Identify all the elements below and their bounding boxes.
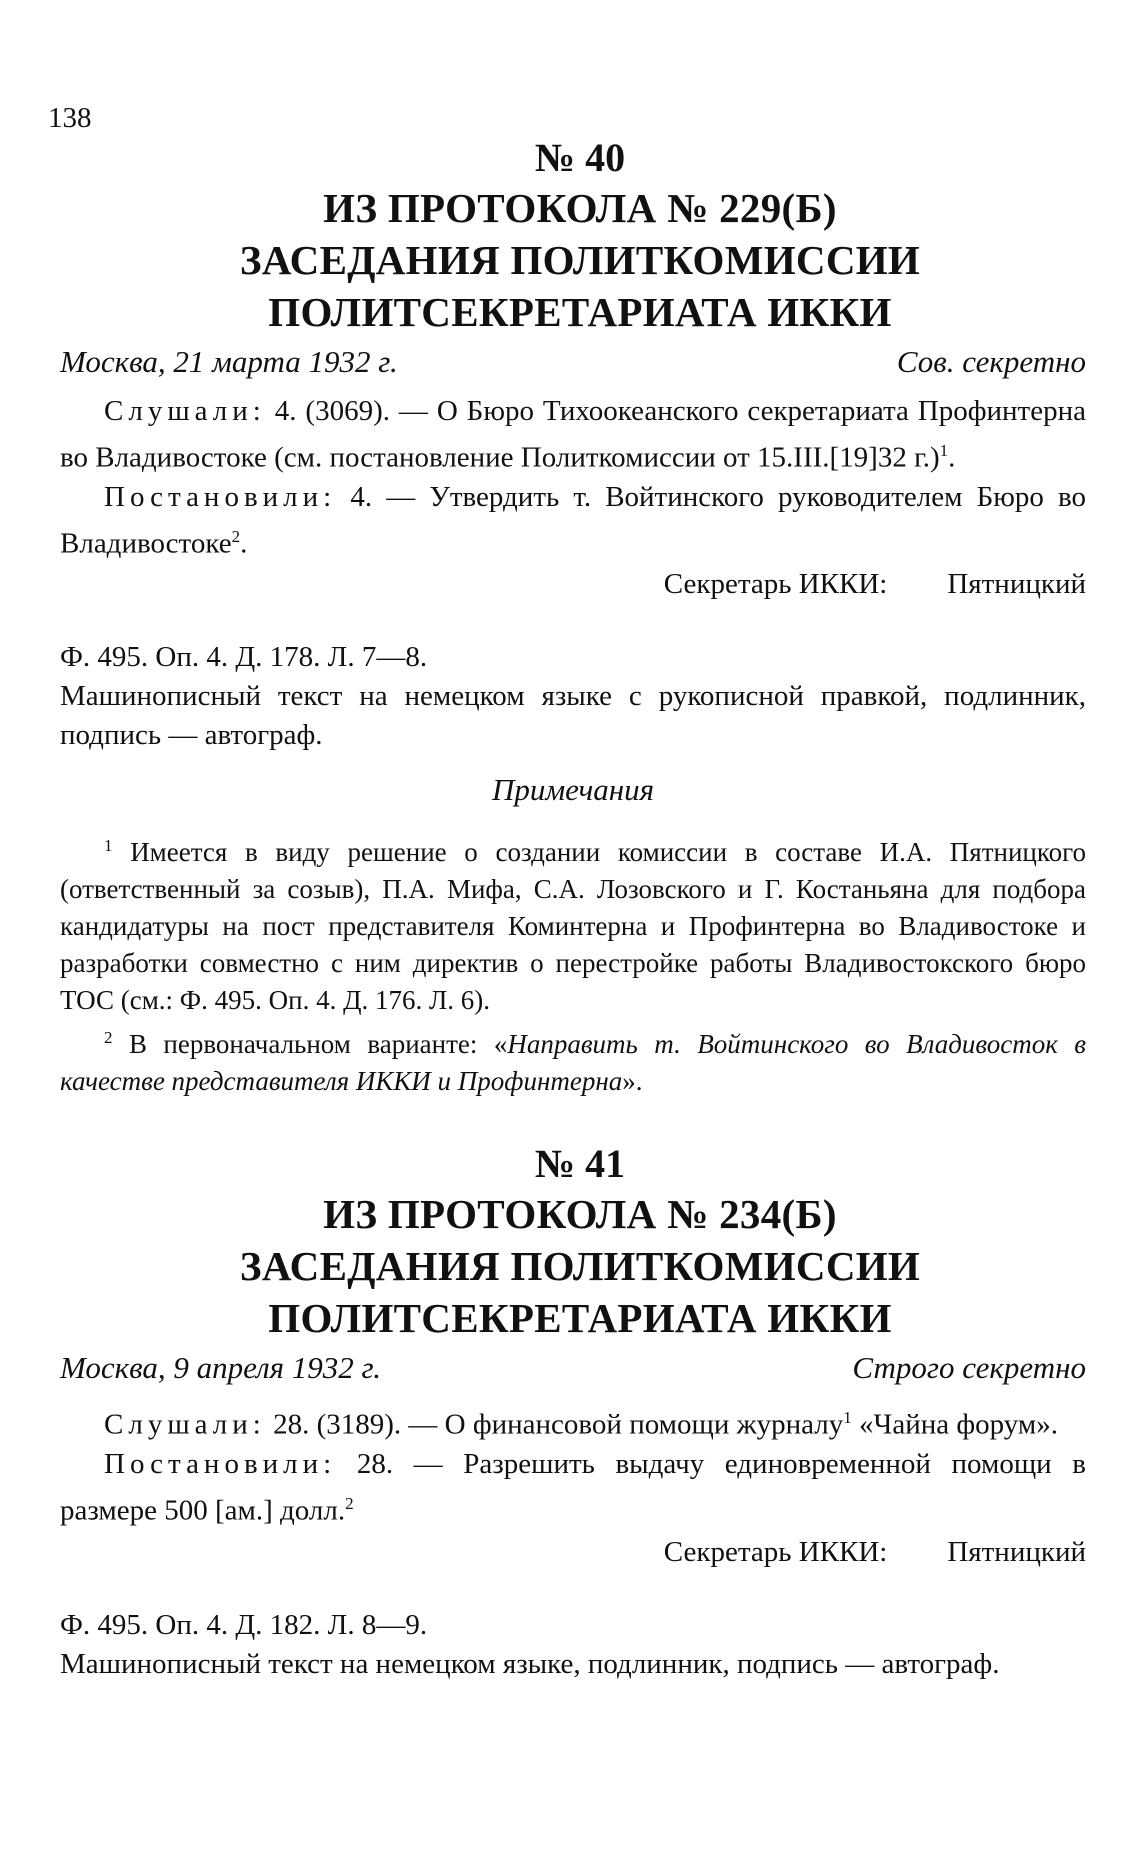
archive-reference: Ф. 495. Оп. 4. Д. 182. Л. 8—9. — [60, 1608, 428, 1641]
document-meta — [60, 342, 1086, 382]
classification-mark: Строго секретно — [852, 1350, 1086, 1386]
place-date: Москва, 9 апреля 1932 г. — [60, 1350, 381, 1386]
decided-paragraph: Постановили: 4. — Утвердить т. Войтинского руководителем Бюро во Владивостоке$^2$. — [60, 480, 1087, 560]
heard-text: 28. (3189). — О финансовой помощи журналу — [273, 1408, 844, 1441]
signature-role: Секретарь ИККИ: — [663, 1535, 888, 1568]
decided-paragraph — [60, 1445, 1086, 1531]
document-title-line: ЗАСЕДАНИЯ ПОЛИТКОМИССИИ — [239, 1243, 921, 1290]
document-meta — [60, 1348, 1086, 1388]
document-41 — [60, 1140, 1086, 1683]
document-40 — [60, 134, 1086, 1100]
heard-text-end: «Чайна форум». — [851, 1408, 1059, 1441]
document-title-line: ЗАСЕДАНИЯ ПОЛИТКОМИССИИ — [239, 237, 921, 283]
document-title-line: ИЗ ПРОТОКОЛА № 229(Б) — [323, 185, 837, 231]
document-number: № 40 — [534, 135, 626, 180]
document-number: № 41 — [534, 1141, 626, 1187]
notes-heading: Примечания — [491, 772, 655, 808]
signature-role: Секретарь ИККИ: — [663, 568, 888, 601]
heard-label: Слушали: — [104, 1408, 266, 1441]
signature-line — [60, 1533, 1086, 1572]
note-text: В первоначальном варианте: « — [128, 1029, 508, 1060]
spacer — [60, 1100, 1086, 1140]
footnote-mark: 1 — [843, 1408, 852, 1428]
note-item — [60, 827, 1086, 1019]
note-italic-text: Направить т. Войтинского во Владивосток в качестве представителя ИККИ и Профинтерна — [60, 1029, 1086, 1097]
footnote-mark: 2 — [345, 1493, 354, 1513]
footnote-mark: 1 — [939, 441, 949, 460]
heard-paragraph: Слушали: 4. (3069). — О Бюро Тихоокеанского секретариата Профинтерна во Владивостоке (см. постановление Политкомиссии от 15.III.[19]32 г.)$^1$. — [60, 395, 1086, 474]
note-item — [60, 1019, 1086, 1100]
document-title-line: ПОЛИТСЕКРЕТАРИАТА ИККИ — [268, 289, 892, 335]
footnote-mark: 2 — [231, 526, 241, 546]
signature-name: Пятницкий — [947, 568, 1086, 601]
place-date: Москва, 21 марта 1932 г. — [60, 344, 398, 379]
signature-line — [60, 565, 1086, 604]
decided-label: Постановили: — [104, 480, 337, 513]
page-number: 138 — [48, 102, 92, 134]
heard-text: 4. (3069). — О Бюро Тихоокеанского секретариата Профинтерна во Владивостоке (см. постановление Политкомиссии от 15.III.[19]32 г.) — [60, 395, 1086, 474]
heard-label: Слушали: — [104, 395, 266, 427]
decided-text: 28. — Разрешить выдачу единовременной помощи в размере 500 [ам.] долл. — [60, 1447, 1087, 1527]
decided-label: Постановили: — [104, 1447, 337, 1480]
decided-text: 4. — Утвердить т. Войтинского руководителем Бюро во Владивостоке — [60, 480, 1087, 560]
document-title-line: ИЗ ПРОТОКОЛА № 234(Б) — [323, 1191, 837, 1238]
archive-reference: Ф. 495. Оп. 4. Д. 178. Л. 7—8. — [60, 641, 428, 674]
source-description: Машинописный текст на немецком языке с рукописной правкой, подлинник, подпись — автограф. — [60, 680, 1086, 752]
note-tail: ». — [622, 1066, 643, 1097]
note-text: Имеется в виду решение о создании комиссии в составе И.А. Пятницкого (ответственный за созыв), П.А. Мифа, С.А. Лозовского и Г. Костаньяна для подбора кандидатуры на пост представителя Коминтерна и Профинтерна во Владивостоке и разработки совместно с ним директив о перестройке работы Владивостокского бюро ТОС (см.: Ф. 495. Оп. 4. Д. 176. Л. 6). — [60, 837, 1087, 1016]
document-title-line: ПОЛИТСЕКРЕТАРИАТА ИККИ — [268, 1295, 892, 1342]
source-description: Машинописный текст на немецком языке, подлинник, подпись — автограф. — [60, 1647, 1000, 1680]
classification-mark: Сов. секретно — [896, 344, 1086, 379]
note-mark: 1 — [104, 836, 113, 856]
signature-name: Пятницкий — [947, 1535, 1086, 1568]
heard-paragraph — [60, 1398, 1086, 1445]
note-mark: 2 — [104, 1028, 113, 1048]
